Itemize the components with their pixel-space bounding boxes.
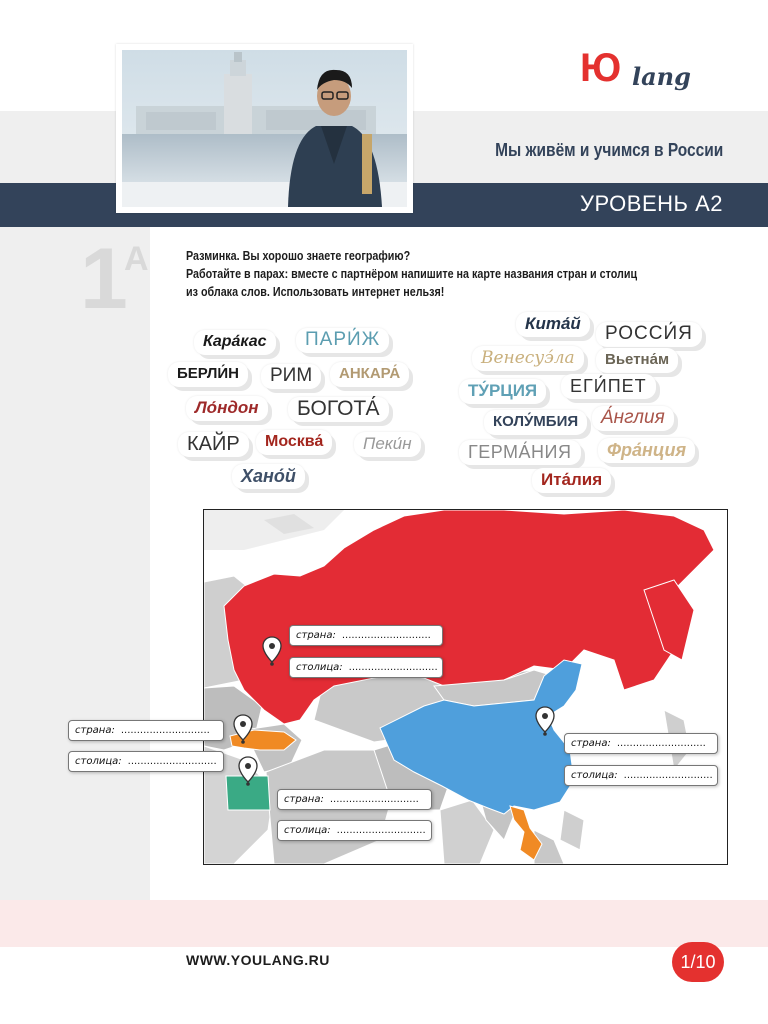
word-chip: ТУ́РЦИЯ [459, 379, 546, 404]
egypt-capital-field[interactable]: столица: ............................ [277, 820, 432, 841]
map-pin-icon[interactable] [535, 706, 555, 736]
egypt-country-field[interactable]: страна: ............................ [277, 789, 432, 810]
word-chip: РОССИ́Я [596, 322, 702, 347]
word-chip: БЕРЛИ́Н [168, 362, 248, 387]
exercise-instructions [186, 247, 656, 301]
word-chip: Москва́ [256, 430, 332, 455]
map-pin-icon[interactable] [233, 714, 253, 744]
word-chip: Ло́ндон [186, 396, 268, 421]
china-country-field[interactable]: страна: ............................ [564, 733, 718, 754]
word-chip: Фра́нция [598, 438, 695, 463]
eurasia-map [204, 510, 727, 864]
turkey-country-field[interactable]: страна: ............................ [68, 720, 224, 741]
exercise-number: 1 [80, 231, 128, 327]
instruction-line: Работайте в парах: вместе с партнёром напишите на карте названия стран и столиц [186, 267, 638, 281]
russia-country-field[interactable]: страна: ............................ [289, 625, 443, 646]
level-title: УРОВЕНЬ А2 [580, 191, 723, 216]
page-subtitle: Мы живём и учимся в России [494, 140, 723, 160]
word-chip: А́нглия [592, 406, 674, 431]
word-chip: КОЛУ́МБИЯ [484, 410, 587, 435]
turkey-capital-field[interactable]: столица: ............................ [68, 751, 224, 772]
word-chip: Хано́й [232, 464, 305, 489]
website-link[interactable]: WWW.YOULANG.RU [186, 952, 330, 968]
word-chip: КАЙР [178, 432, 249, 457]
word-chip: АНКАРА́ [330, 362, 409, 387]
logo-text: lang [632, 62, 691, 91]
map-pin-icon[interactable] [238, 756, 258, 786]
map-pin-icon[interactable] [262, 636, 282, 666]
word-chip: Вьетна́м [596, 348, 678, 373]
header-photo [116, 44, 413, 213]
word-chip: ГЕРМА́НИЯ [459, 440, 581, 465]
instruction-line: Разминка. Вы хорошо знаете географию? [186, 249, 411, 263]
word-chip: Кара́кас [194, 330, 276, 355]
china-capital-field[interactable]: столица: ............................ [564, 765, 718, 786]
map-frame [203, 509, 728, 865]
word-chip: ЕГИ́ПЕТ [561, 374, 656, 399]
word-chip: БОГОТА́ [288, 397, 389, 422]
word-chip: Кита́й [516, 312, 590, 337]
photo-student-in-saint-petersburg [116, 44, 413, 213]
instruction-line: из облака слов. Использовать интернет нельзя! [186, 285, 445, 299]
footer-band [0, 900, 768, 947]
word-chip: РИМ [261, 364, 321, 389]
left-column [0, 227, 150, 900]
word-chip: Пеки́н [354, 432, 421, 457]
russia-capital-field[interactable]: столица: ............................ [289, 657, 443, 678]
word-chip: Ита́лия [532, 468, 611, 493]
logo-mark: Ю [580, 46, 620, 90]
word-chip: Венесуэ́ла [472, 346, 584, 371]
exercise-letter: А [124, 240, 149, 278]
page-number: 1/10 [672, 942, 724, 982]
word-chip: ПАРИ́Ж [296, 328, 389, 353]
